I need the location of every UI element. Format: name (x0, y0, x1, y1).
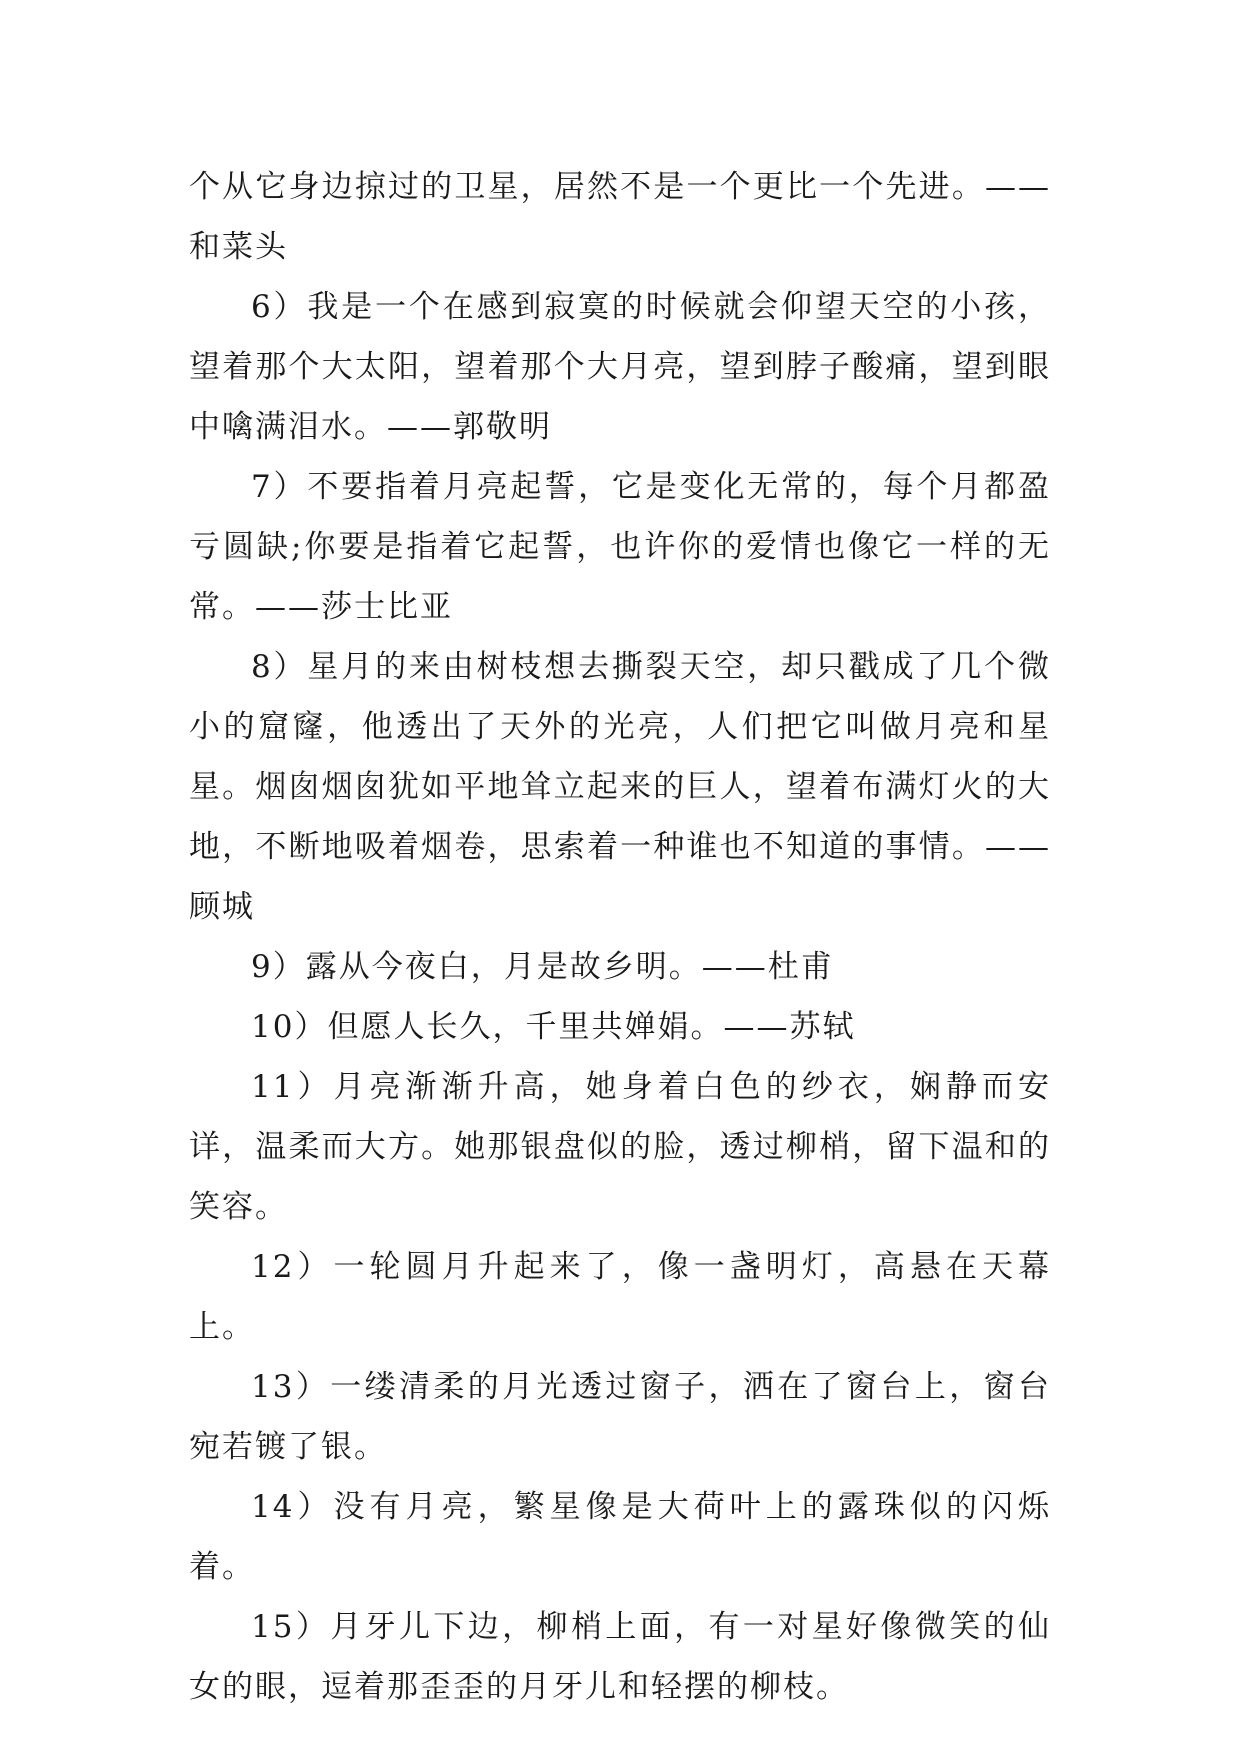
paragraph-quote-15: 15）月牙儿下边，柳梢上面，有一对星好像微笑的仙女的眼，逗着那歪歪的月牙儿和轻摆的柳枝。 (189, 1609, 1051, 1705)
paragraph-quote-9: 9）露从今夜白，月是故乡明。——杜甫 (251, 949, 834, 985)
paragraph-quote-13: 13）一缕清柔的月光透过窗子，洒在了窗台上，窗台宛若镀了银。 (189, 1369, 1051, 1465)
paragraph-continuation: 个从它身边掠过的卫星，居然不是一个更比一个先进。——和菜头 (189, 169, 1051, 265)
paragraph-quote-8: 8）星月的来由树枝想去撕裂天空，却只戳成了几个微小的窟窿，他透出了天外的光亮，人们把它叫做月亮和星星。烟囱烟囱犹如平地耸立起来的巨人，望着布满灯火的大地，不断地吸着烟卷，思索着一种谁也不知道的事情。——顾城 (189, 649, 1051, 925)
paragraph-quote-12: 12）一轮圆月升起来了，像一盏明灯，高悬在天幕上。 (189, 1249, 1051, 1345)
paragraph-quote-6: 6）我是一个在感到寂寞的时候就会仰望天空的小孩，望着那个大太阳，望着那个大月亮，望到脖子酸痛，望到眼中噙满泪水。——郭敬明 (189, 289, 1051, 445)
document-body (189, 157, 1051, 1717)
paragraph-quote-10: 10）但愿人长久，千里共婵娟。——苏轼 (251, 1009, 856, 1045)
paragraph-quote-7: 7）不要指着月亮起誓，它是变化无常的，每个月都盈亏圆缺;你要是指着它起誓，也许你的爱情也像它一样的无常。——莎士比亚 (189, 469, 1051, 625)
paragraph-quote-14: 14）没有月亮，繁星像是大荷叶上的露珠似的闪烁着。 (189, 1489, 1051, 1585)
paragraph-quote-11: 11）月亮渐渐升高，她身着白色的纱衣，娴静而安详，温柔而大方。她那银盘似的脸，透过柳梢，留下温和的笑容。 (189, 1069, 1051, 1225)
